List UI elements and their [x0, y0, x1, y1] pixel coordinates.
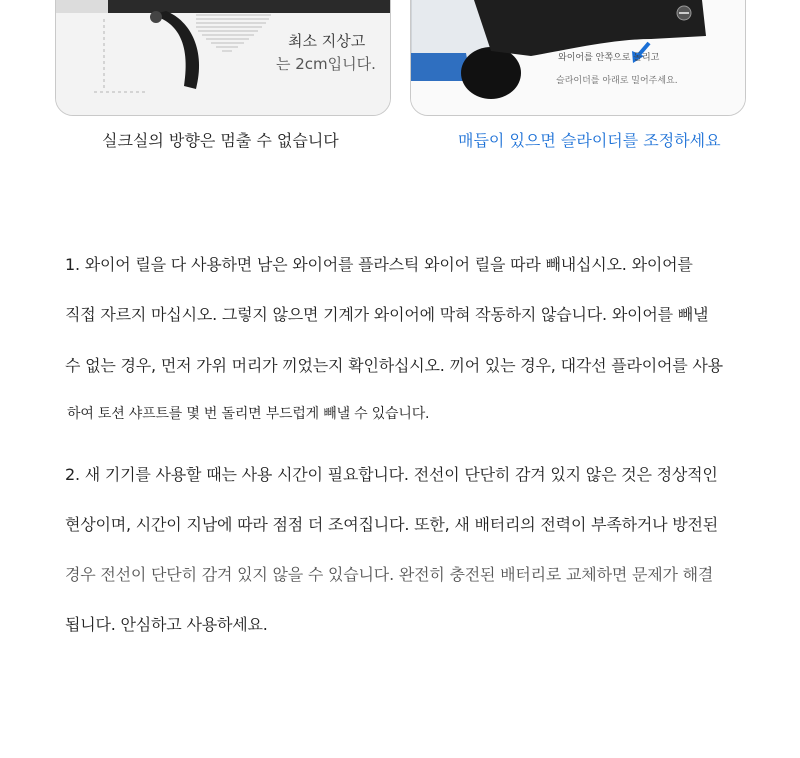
slider-label-line1: 와이어를 안쪽으로 돌리고	[558, 53, 660, 63]
caption-left: 실크실의 방향은 멈출 수 없습니다	[102, 131, 339, 150]
paragraph-2-line: 2. 새 기기를 사용할 때는 사용 시간이 필요합니다. 전선이 단단히 감겨 있지 않은 것은 정상적인	[65, 465, 718, 484]
clearance-label-line1: 최소 지상고	[288, 32, 366, 50]
product-photo-slider	[410, 0, 746, 116]
caption-right: 매듭이 있으면 슬라이더를 조정하세요	[458, 131, 721, 150]
paragraph-1-line: 수 없는 경우, 먼저 가위 머리가 끼었는지 확인하십시오. 끼어 있는 경우, 대각선 플라이어를 사용	[65, 356, 723, 375]
paragraph-2-line: 현상이며, 시간이 지남에 따라 점점 더 조여집니다. 또한, 새 배터리의 전력이 부족하거나 방전된	[65, 515, 719, 534]
paragraph-2-line: 됩니다. 안심하고 사용하세요.	[65, 615, 268, 634]
slider-label-line2: 슬라이더를 아래로 밀어주세요.	[556, 76, 678, 86]
clearance-label-line2: 는 2cm입니다.	[276, 55, 376, 73]
paragraph-1-line: 1. 와이어 릴을 다 사용하면 남은 와이어를 플라스틱 와이어 릴을 따라 빼내십시오. 와이어를	[65, 255, 693, 274]
paragraph-2-line: 경우 전선이 단단히 감겨 있지 않을 수 있습니다. 완전히 충전된 배터리로 교체하면 문제가 해결	[65, 565, 714, 584]
product-photo-ground-clearance	[55, 0, 391, 116]
paragraph-1-line: 하여 토션 샤프트를 몇 번 돌리면 부드럽게 빼낼 수 있습니다.	[67, 406, 430, 422]
paragraph-1-line: 직접 자르지 마십시오. 그렇지 않으면 기계가 와이어에 막혀 작동하지 않습니다. 와이어를 빼낼	[65, 305, 709, 324]
